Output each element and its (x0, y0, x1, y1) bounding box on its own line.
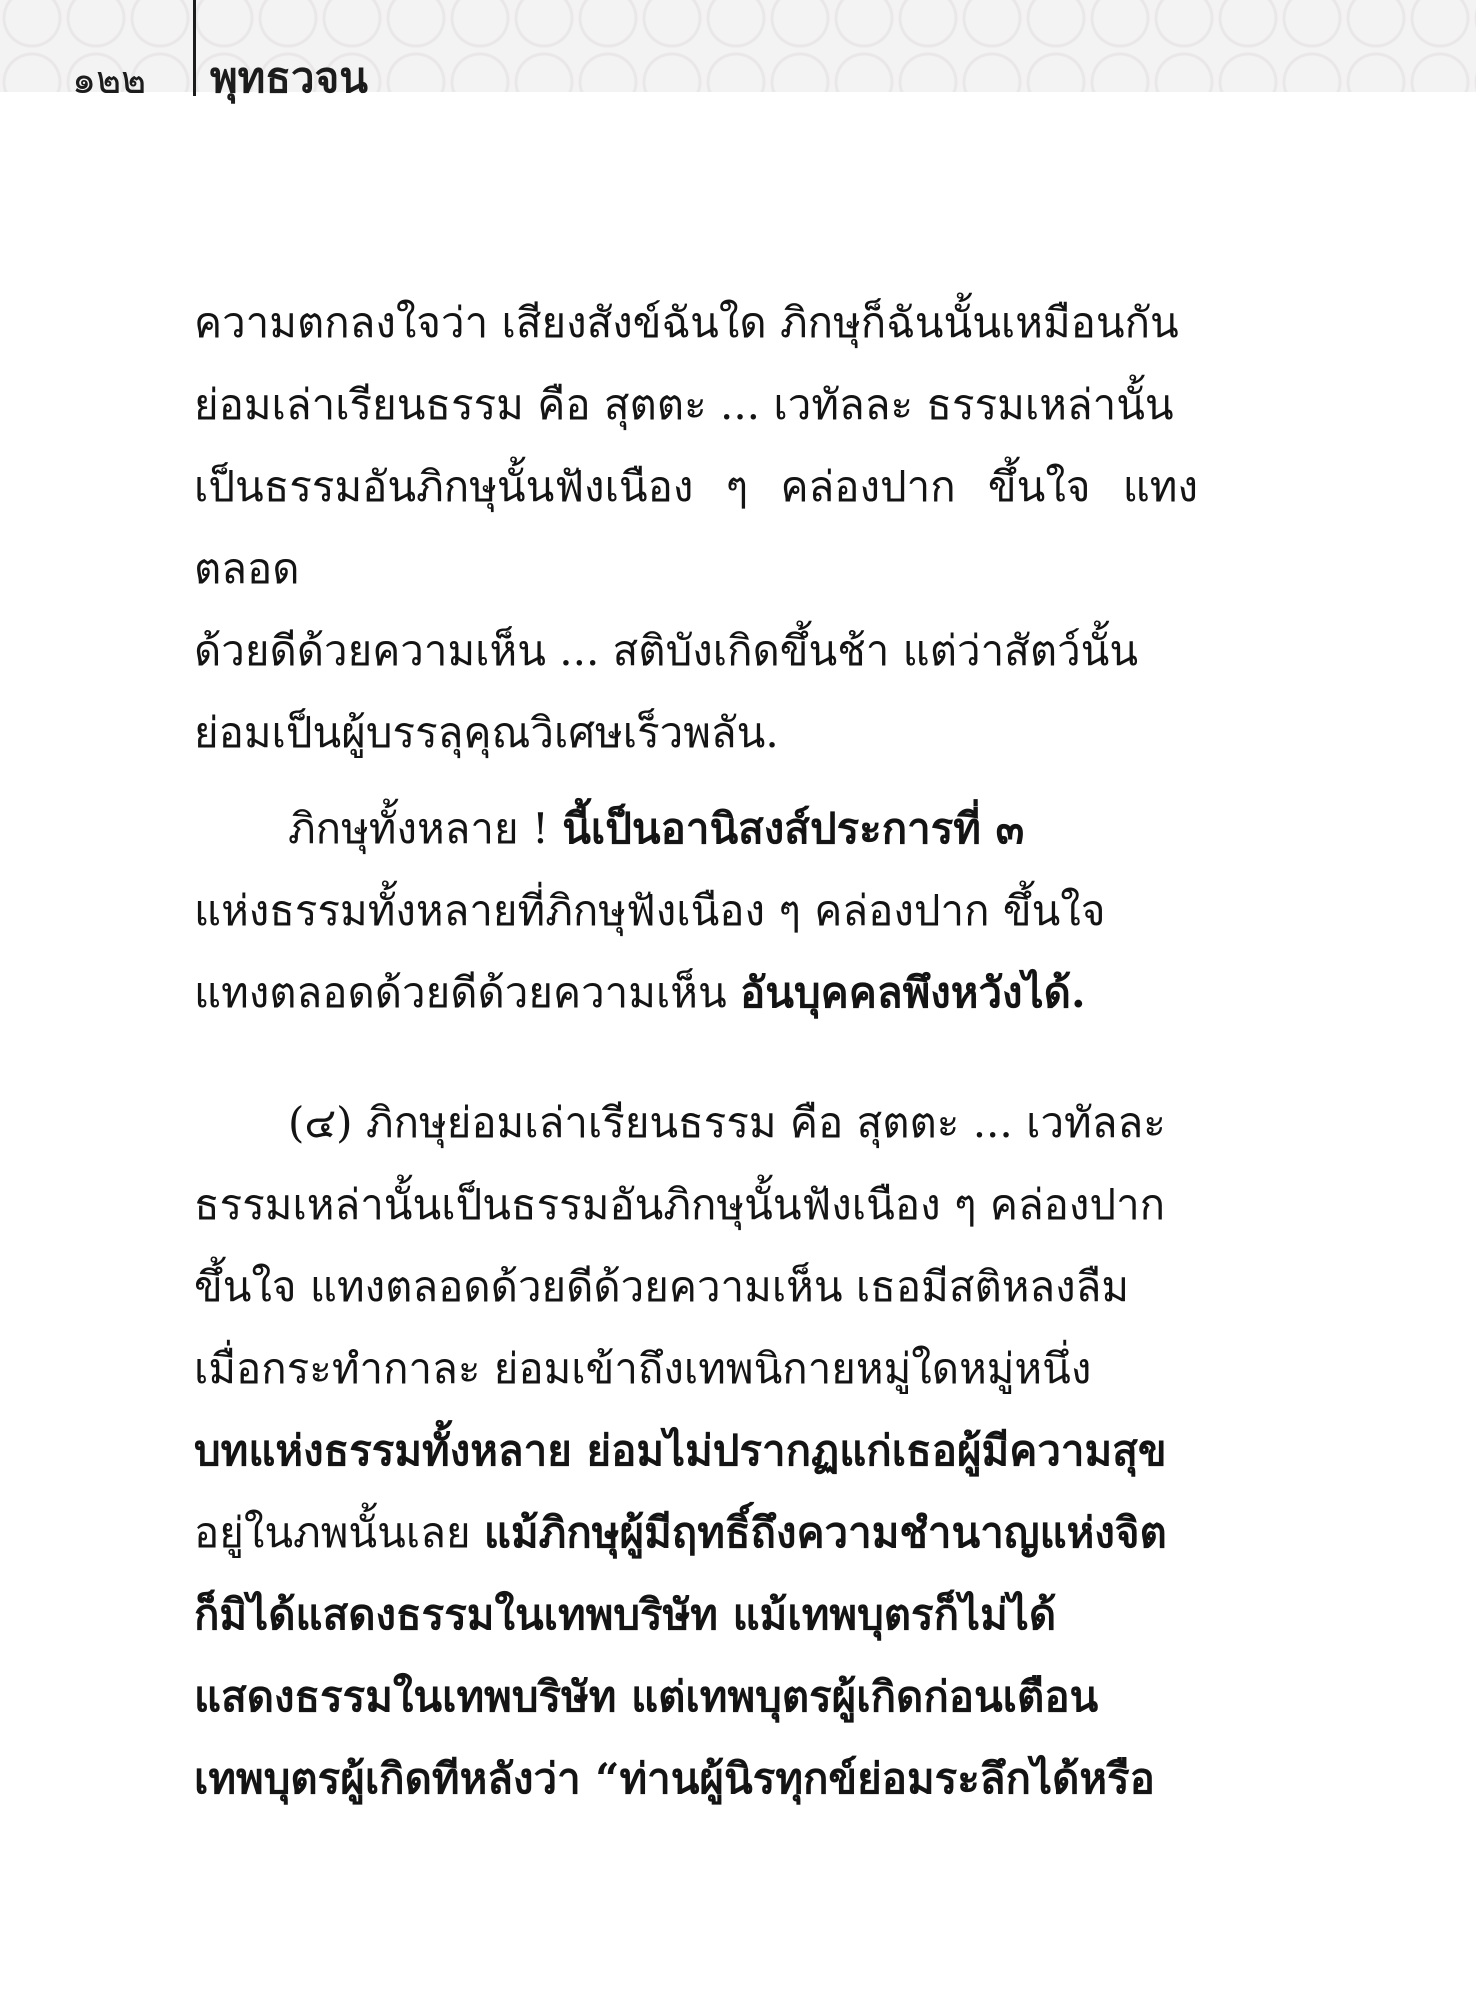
running-title: พุทธวจน (210, 53, 368, 102)
bold-text-run: ก็มิได้แสดงธรรมในเทพบริษัท แม้เทพบุตรก็ไม่ได้ (194, 1590, 1057, 1639)
page-number: ๑๒๒ (72, 58, 147, 102)
text-run: เมื่อกระทำกาละ ย่อมเข้าถึงเทพนิกายหมู่ใดหมู่หนึ่ง (194, 1344, 1092, 1393)
text-run: ขึ้นใจ แทงตลอดด้วยดีด้วยความเห็น เธอมีสติหลงลืม (194, 1262, 1130, 1311)
text-run: แทงตลอดด้วยดีด้วยความเห็น (194, 968, 741, 1017)
text-line (194, 952, 1198, 1034)
text-line (194, 1656, 1198, 1738)
text-run: อยู่ในภพนั้นเลย (194, 1508, 484, 1557)
text-line (194, 1328, 1198, 1410)
bold-text-run: แม้ภิกษุผู้มีฤทธิ์ถึงความชำนาญแห่งจิต (483, 1508, 1167, 1557)
text-run: ความตกลงใจว่า เสียงสังข์ฉันใด ภิกษุก็ฉันนั้นเหมือนกัน (194, 298, 1179, 347)
text-run: ย่อมเป็นผู้บรรลุคุณวิเศษเร็วพลัน. (194, 708, 779, 757)
text-line (194, 1492, 1198, 1574)
text-line (194, 1246, 1198, 1328)
text-line (194, 870, 1198, 952)
header-divider (193, 0, 196, 96)
text-line (194, 788, 1198, 870)
bold-text-run: อันบุคคลพึงหวังได้. (740, 968, 1086, 1017)
text-run: ธรรมเหล่านั้นเป็นธรรมอันภิกษุนั้นฟังเนือง ๆ คล่องปาก (194, 1180, 1166, 1229)
bold-text-run: นี้เป็นอานิสงส์ประการที่ ๓ (562, 804, 1025, 853)
text-run: (๔) ภิกษุย่อมเล่าเรียนธรรม คือ สุตตะ ... เวทัลละ (288, 1098, 1166, 1147)
bold-text-run: แสดงธรรมในเทพบริษัท แต่เทพบุตรผู้เกิดก่อนเตือน (194, 1672, 1099, 1721)
bold-text-run: เทพบุตรผู้เกิดทีหลังว่า “ท่านผู้นิรทุกข์ย่อมระลึกได้หรือ (194, 1754, 1155, 1803)
text-run: ย่อมเล่าเรียนธรรม คือ สุตตะ ... เวทัลละ ธรรมเหล่านั้น (194, 380, 1174, 429)
text-run: แห่งธรรมทั้งหลายที่ภิกษุฟังเนือง ๆ คล่องปาก ขึ้นใจ (194, 886, 1106, 935)
paragraph-2 (194, 788, 1198, 1034)
text-line (194, 1574, 1198, 1656)
text-line (194, 1082, 1198, 1164)
bold-text-run: บทแห่งธรรมทั้งหลาย ย่อมไม่ปรากฏแก่เธอผู้มีความสุข (194, 1426, 1167, 1475)
text-line (194, 692, 1198, 774)
paragraph-3 (194, 1082, 1198, 1820)
text-run: ภิกษุทั้งหลาย ! (288, 804, 563, 853)
paragraph-1 (194, 282, 1198, 774)
text-line (194, 1738, 1198, 1820)
text-line (194, 282, 1198, 364)
text-run: เป็นธรรมอันภิกษุนั้นฟังเนือง ๆ คล่องปาก ขึ้นใจ แทงตลอด (194, 462, 1198, 593)
text-run: ด้วยดีด้วยความเห็น ... สติบังเกิดขึ้นช้า แต่ว่าสัตว์นั้น (194, 626, 1139, 675)
text-line (194, 1164, 1198, 1246)
text-line (194, 364, 1198, 446)
page-body (194, 282, 1198, 1834)
text-line (194, 1410, 1198, 1492)
text-line (194, 446, 1198, 610)
text-line (194, 610, 1198, 692)
